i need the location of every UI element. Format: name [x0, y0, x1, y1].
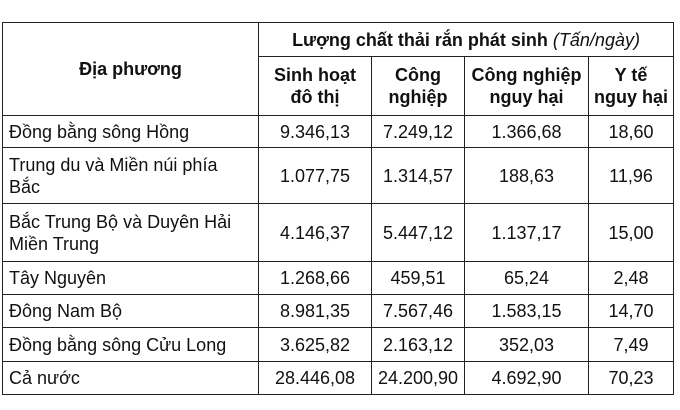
- column-header-line2: nguy hại: [594, 87, 669, 108]
- table-row: [3, 116, 674, 148]
- value-cell: 1.314,57: [372, 148, 465, 204]
- region-cell: [3, 262, 259, 295]
- table-row: [3, 295, 674, 328]
- column-header-line2: nghiệp: [388, 87, 448, 108]
- region-name: Tây Nguyên: [9, 268, 107, 288]
- column-header-line2: nguy hại: [489, 87, 564, 108]
- region-name: Bắc Trung Bộ và Duyên Hải: [9, 211, 232, 232]
- region-cell: [3, 362, 259, 395]
- column-header-line1: Sinh hoạt: [274, 65, 356, 86]
- region-name: Đồng bằng sông Cửu Long: [9, 334, 227, 355]
- column-header-industrial: [372, 57, 465, 116]
- waste-table: [2, 22, 674, 395]
- value-cell: 3.625,82: [259, 328, 372, 362]
- column-header-industrial-hazardous: [465, 57, 589, 116]
- total-row: [3, 362, 674, 395]
- value-cell: 11,96: [589, 148, 674, 204]
- value-cell: 9.346,13: [259, 116, 372, 148]
- value-cell: 65,24: [465, 262, 589, 295]
- table-row: [3, 204, 674, 262]
- region-name: Đông Nam Bộ: [9, 301, 123, 321]
- region-cell: [3, 116, 259, 148]
- value-cell: 2.163,12: [372, 328, 465, 362]
- value-cell: 1.583,15: [465, 295, 589, 328]
- group-header-label: Lượng chất thải rắn phát sinh: [292, 29, 548, 50]
- value-cell: 459,51: [372, 262, 465, 295]
- region-header-label: Địa phương: [79, 59, 182, 79]
- region-name: Cả nước: [9, 368, 80, 388]
- column-header-line2: đô thị: [290, 87, 340, 108]
- value-cell: 14,70: [589, 295, 674, 328]
- column-header-line1: Công: [395, 65, 441, 86]
- column-header-line1: Công nghiệp: [471, 65, 582, 86]
- value-cell: 5.447,12: [372, 204, 465, 262]
- value-cell: 7.567,46: [372, 295, 465, 328]
- value-cell: 2,48: [589, 262, 674, 295]
- value-cell: 188,63: [465, 148, 589, 204]
- value-cell: 70,23: [589, 362, 674, 395]
- region-name: Trung du và Miền núi phía: [9, 154, 218, 175]
- value-cell: 352,03: [465, 328, 589, 362]
- region-cell: [3, 295, 259, 328]
- value-cell: 7,49: [589, 328, 674, 362]
- region-cell: [3, 328, 259, 362]
- column-header-line1: Y tế: [614, 65, 648, 86]
- region-column-header: [3, 23, 259, 116]
- value-cell: 15,00: [589, 204, 674, 262]
- value-cell: 28.446,08: [259, 362, 372, 395]
- value-cell: 1.268,66: [259, 262, 372, 295]
- value-cell: 1.366,68: [465, 116, 589, 148]
- region-name-continued: Bắc: [9, 176, 41, 197]
- value-cell: 1.077,75: [259, 148, 372, 204]
- group-header-unit: (Tấn/ngày): [552, 29, 640, 50]
- column-header-domestic-urban: [259, 57, 372, 116]
- waste-group-header: [259, 23, 674, 57]
- table-row: [3, 328, 674, 362]
- table-row: [3, 262, 674, 295]
- table-row: [3, 148, 674, 204]
- value-cell: 18,60: [589, 116, 674, 148]
- region-cell: [3, 204, 259, 262]
- value-cell: 1.137,17: [465, 204, 589, 262]
- value-cell: 4.146,37: [259, 204, 372, 262]
- region-cell: [3, 148, 259, 204]
- region-name-continued: Miền Trung: [9, 233, 100, 254]
- value-cell: 4.692,90: [465, 362, 589, 395]
- value-cell: 8.981,35: [259, 295, 372, 328]
- value-cell: 7.249,12: [372, 116, 465, 148]
- value-cell: 24.200,90: [372, 362, 465, 395]
- region-name: Đồng bằng sông Hồng: [9, 121, 190, 142]
- column-header-medical-hazardous: [589, 57, 674, 116]
